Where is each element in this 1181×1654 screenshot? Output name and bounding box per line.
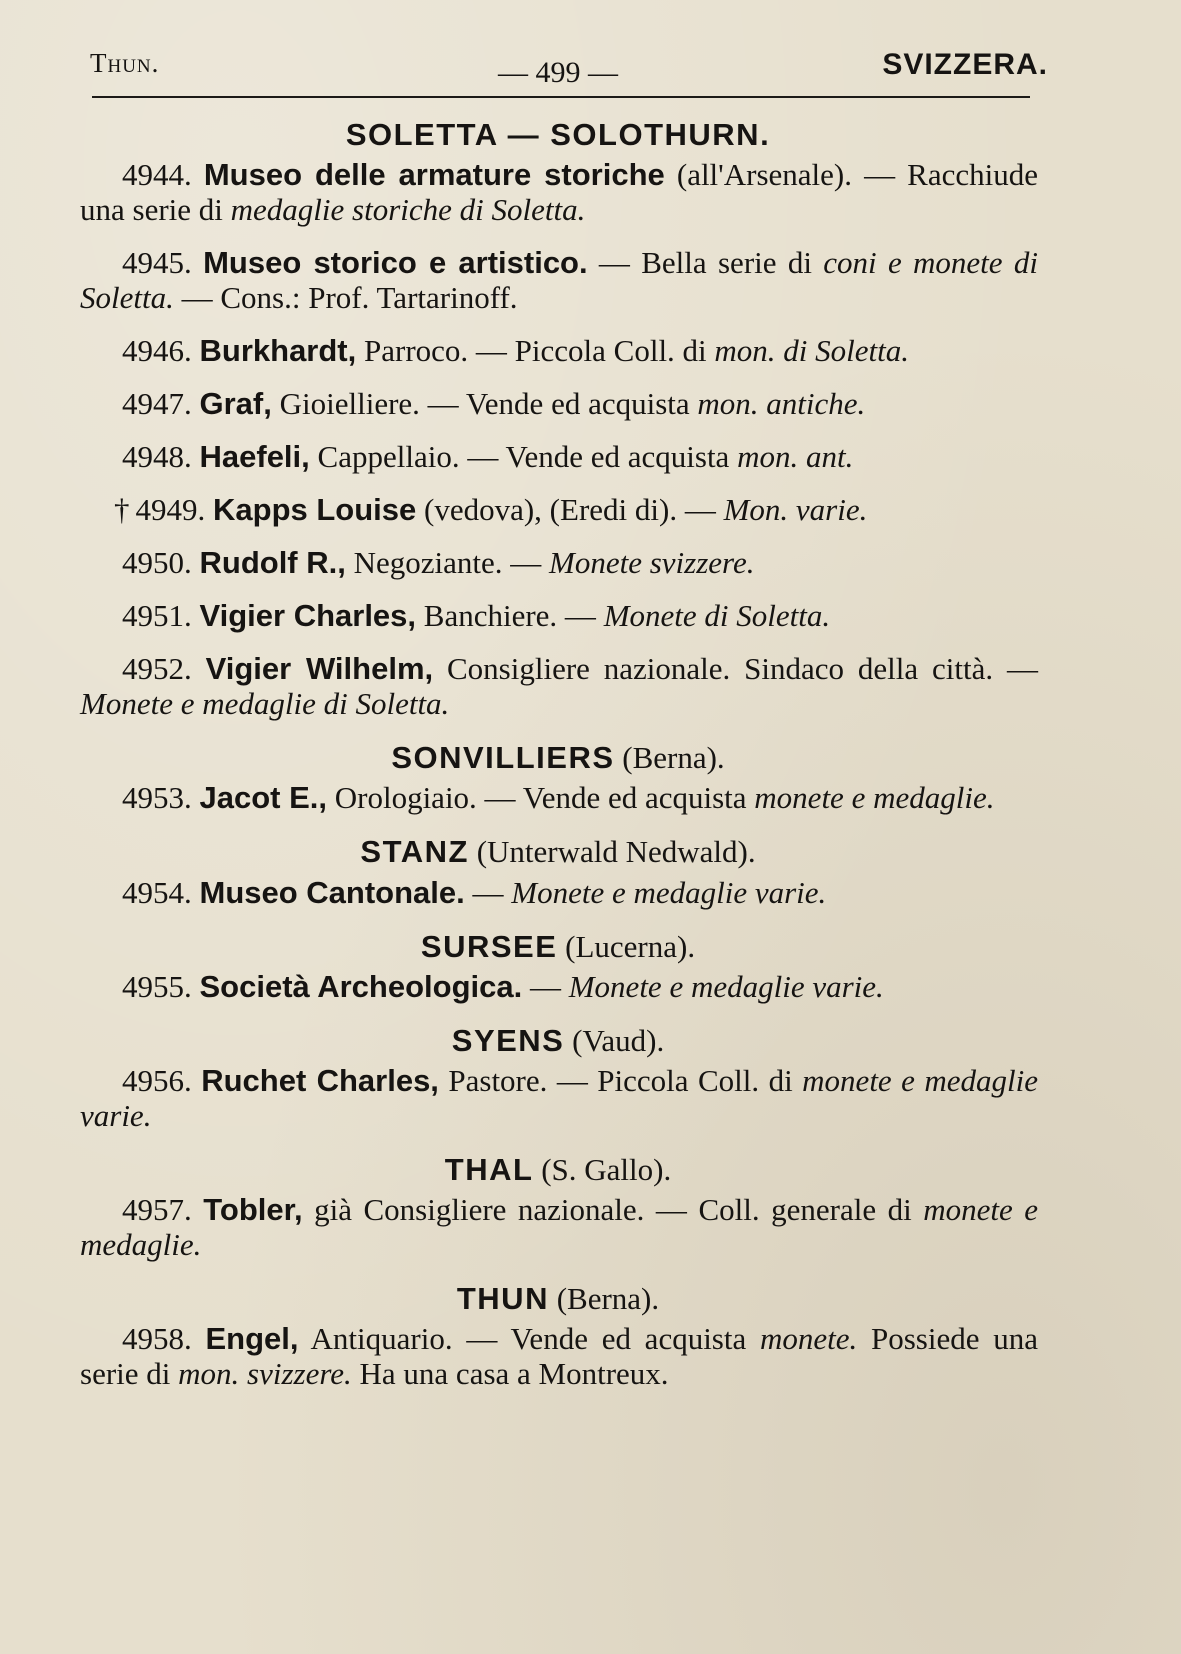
entry-text: Gioielliere. — Vende ed acquista — [271, 386, 698, 422]
entry-text: — — [522, 968, 569, 1004]
entry-text: (all'Arsenale). — Racchiude una serie di — [80, 157, 1038, 228]
entry-name: Società Archeologica. — [199, 968, 523, 1004]
place-name: STANZ — [360, 834, 469, 870]
entry-name: Vigier Charles, — [199, 598, 417, 634]
entry-number: 4949. — [135, 492, 206, 528]
directory-entry — [80, 780, 1038, 815]
place-region: (Berna). — [622, 740, 725, 776]
entry-name: Jacot E., — [199, 780, 327, 816]
place-name: SONVILLIERS — [391, 740, 615, 776]
entry-text: Ha una casa a Montreux. — [351, 1356, 669, 1392]
entry-text: Antiquario. — Vende ed acquista — [298, 1321, 760, 1357]
entry-italic-text: monete e medaglie varie. — [80, 1062, 1038, 1133]
entry-name: Ruchet Charles, — [201, 1062, 439, 1098]
section-heading — [78, 116, 1038, 153]
place-region: (Vaud). — [572, 1022, 665, 1058]
entry-text: già Consigliere nazionale. — Coll. generale di — [302, 1192, 924, 1228]
entry-italic-text: mon. antiche. — [697, 386, 866, 422]
entry-italic-text: Monete e medaglie varie. — [511, 874, 827, 910]
entry-name: Rudolf R., — [199, 545, 346, 581]
entry-number: 4955. — [122, 968, 192, 1004]
entry-italic-text: Monete di Soletta. — [603, 598, 831, 634]
entry-text: — — [464, 874, 512, 910]
running-head — [78, 40, 1048, 89]
running-head-left: Thun. — [90, 48, 160, 78]
entry-number: 4948. — [122, 439, 192, 475]
entry-number: 4944. — [122, 157, 192, 193]
entry-text: — Cons.: Prof. Tartarinoff. — [173, 280, 518, 316]
entry-text: Banchiere. — — [416, 598, 604, 634]
entry-number: 4950. — [122, 545, 192, 581]
directory-entry — [80, 598, 1038, 633]
section-heading — [78, 1022, 1038, 1059]
place-region: (Lucerna). — [565, 928, 696, 964]
entry-number: 4954. — [122, 874, 192, 910]
entry-number: 4951. — [122, 598, 192, 634]
directory-entry — [80, 1063, 1038, 1133]
entry-text: Pastore. — Piccola Coll. di — [438, 1062, 803, 1098]
section-heading — [78, 1280, 1038, 1317]
entry-italic-text: Monete svizzere. — [549, 545, 755, 581]
entry-italic-text: mon. ant. — [737, 439, 854, 475]
entry-italic-text: Mon. varie. — [723, 492, 868, 528]
entry-name: Vigier Wilhelm, — [205, 651, 434, 687]
directory-entry — [80, 1192, 1038, 1262]
directory-entry — [80, 245, 1038, 315]
section-heading — [78, 1151, 1038, 1188]
entry-text: Consigliere nazionale. Sindaco della città. — — [433, 651, 1038, 687]
entry-number: 4953. — [122, 780, 192, 816]
place-region: (Berna). — [556, 1281, 660, 1317]
deceased-cross-icon: † — [114, 492, 130, 528]
entry-number: 4947. — [122, 386, 192, 422]
entry-name: Tobler, — [203, 1192, 303, 1228]
entry-name: Museo delle armature storiche — [203, 157, 665, 193]
page-number: — 499 — — [498, 56, 618, 89]
entry-text: Negoziante. — — [345, 545, 550, 581]
directory-entry — [80, 1321, 1038, 1391]
entry-name: Engel, — [205, 1321, 299, 1357]
directory-entry — [80, 651, 1038, 721]
entry-text: (vedova), (Eredi di). — — [416, 492, 724, 528]
header-rule — [92, 96, 1030, 98]
directory-entry — [80, 333, 1038, 368]
entry-number: 4956. — [122, 1062, 192, 1098]
entry-number: 4945. — [122, 245, 192, 281]
entry-text: Orologiaio. — Vende ed acquista — [327, 780, 755, 816]
running-head-right: SVIZZERA. — [882, 48, 1048, 81]
entry-number: 4957. — [122, 1192, 192, 1228]
place-name: THAL — [444, 1151, 534, 1187]
entry-italic-text: coni e monete di Soletta. — [80, 245, 1038, 316]
directory-entry — [80, 439, 1038, 474]
section-heading — [78, 833, 1038, 870]
directory-entry — [80, 969, 1038, 1004]
directory-entry — [80, 386, 1038, 421]
section-heading — [78, 928, 1038, 965]
entry-name: Museo Cantonale. — [199, 874, 465, 910]
section-heading — [78, 739, 1038, 776]
entry-number: 4952. — [122, 651, 192, 687]
place-name: THUN — [456, 1281, 549, 1317]
page-content — [78, 116, 1038, 1391]
directory-entry — [80, 875, 1038, 910]
entry-italic-text: medaglie storiche di Soletta. — [230, 192, 586, 228]
place-name: SYENS — [451, 1022, 565, 1058]
entry-italic-text: mon. svizzere. — [178, 1356, 352, 1392]
entry-name: Museo storico e artistico. — [203, 245, 588, 281]
entry-text: Possiede una serie di — [80, 1321, 1038, 1392]
entry-italic-text: mon. di Soletta. — [714, 333, 910, 369]
entry-name: Graf, — [199, 386, 272, 422]
entry-number: 4946. — [122, 333, 192, 369]
entry-name: Burkhardt, — [199, 333, 357, 369]
entry-text: Parroco. — Piccola Coll. di — [356, 333, 715, 369]
place-region: (S. Gallo). — [541, 1151, 672, 1187]
entry-italic-text: Monete e medaglie varie. — [568, 968, 884, 1004]
entry-italic-text: monete. — [759, 1321, 858, 1357]
directory-entry — [80, 545, 1038, 580]
book-page — [78, 40, 1048, 1409]
entry-italic-text: monete e medaglie. — [754, 780, 995, 816]
directory-entry — [80, 492, 1038, 527]
entry-italic-text: monete e medaglie. — [80, 1192, 1039, 1263]
place-name: SURSEE — [420, 928, 558, 964]
entry-text: — Bella serie di — [587, 245, 824, 281]
directory-entry — [80, 157, 1038, 227]
entry-number: 4958. — [122, 1321, 192, 1357]
entry-text: Cappellaio. — Vende ed acquista — [309, 439, 738, 475]
place-name: SOLETTA — SOLOTHURN. — [345, 117, 771, 152]
entry-name: Haefeli, — [199, 439, 310, 475]
place-region: (Unterwald Nedwald). — [476, 834, 756, 870]
entry-name: Kapps Louise — [213, 492, 417, 528]
entry-italic-text: Monete e medaglie di Soletta. — [80, 686, 450, 722]
